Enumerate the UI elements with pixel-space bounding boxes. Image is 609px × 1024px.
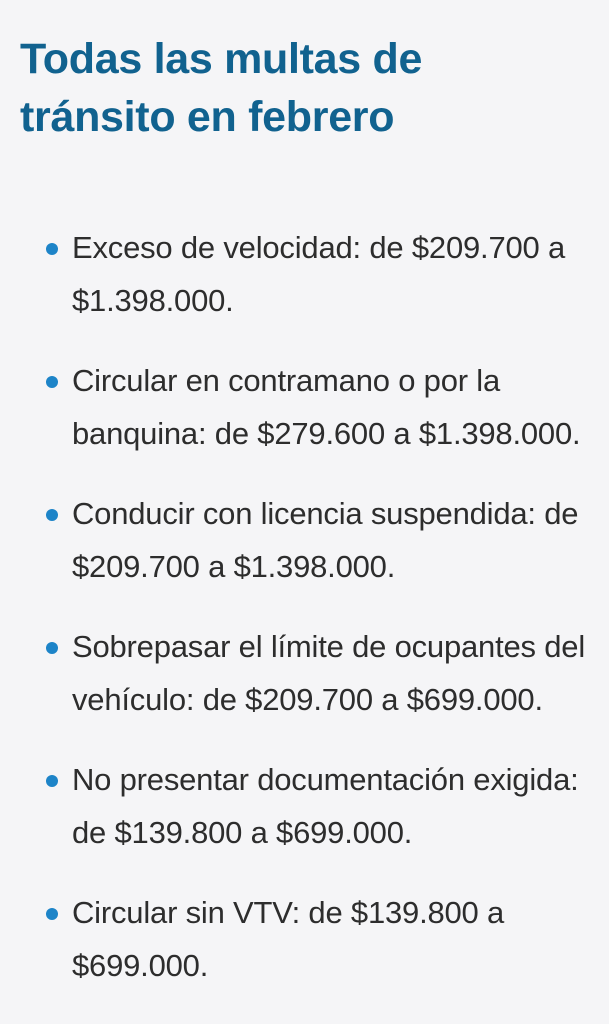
fine-item-no-vtv xyxy=(20,887,589,992)
fine-text: Sobrepasar el límite de ocupantes del vehículo: de $209.700 a $699.000. xyxy=(72,629,586,717)
fine-text: No presentar documentación exigida: de $139.800 a $699.000. xyxy=(72,762,579,850)
bullet-dot-icon xyxy=(46,642,58,654)
fines-list xyxy=(20,222,589,992)
bullet-dot-icon xyxy=(46,775,58,787)
fine-text: Exceso de velocidad: de $209.700 a $1.398.000. xyxy=(72,230,566,318)
fine-item-speeding xyxy=(20,222,589,327)
article-title: Todas las multas de tránsito en febrero xyxy=(20,35,423,141)
bullet-dot-icon xyxy=(46,908,58,920)
bullet-dot-icon xyxy=(46,243,58,255)
fine-text: Circular en contramano o por la banquina: de $279.600 a $1.398.000. xyxy=(72,363,581,451)
fine-item-documentation xyxy=(20,754,589,859)
fine-item-suspended-license xyxy=(20,488,589,593)
bullet-dot-icon xyxy=(46,509,58,521)
fine-text: Conducir con licencia suspendida: de $209.700 a $1.398.000. xyxy=(72,496,579,584)
fine-text: Circular sin VTV: de $139.800 a $699.000. xyxy=(72,895,505,983)
bullet-dot-icon xyxy=(46,376,58,388)
fine-item-occupants-limit xyxy=(20,621,589,726)
fine-item-wrong-way xyxy=(20,355,589,460)
